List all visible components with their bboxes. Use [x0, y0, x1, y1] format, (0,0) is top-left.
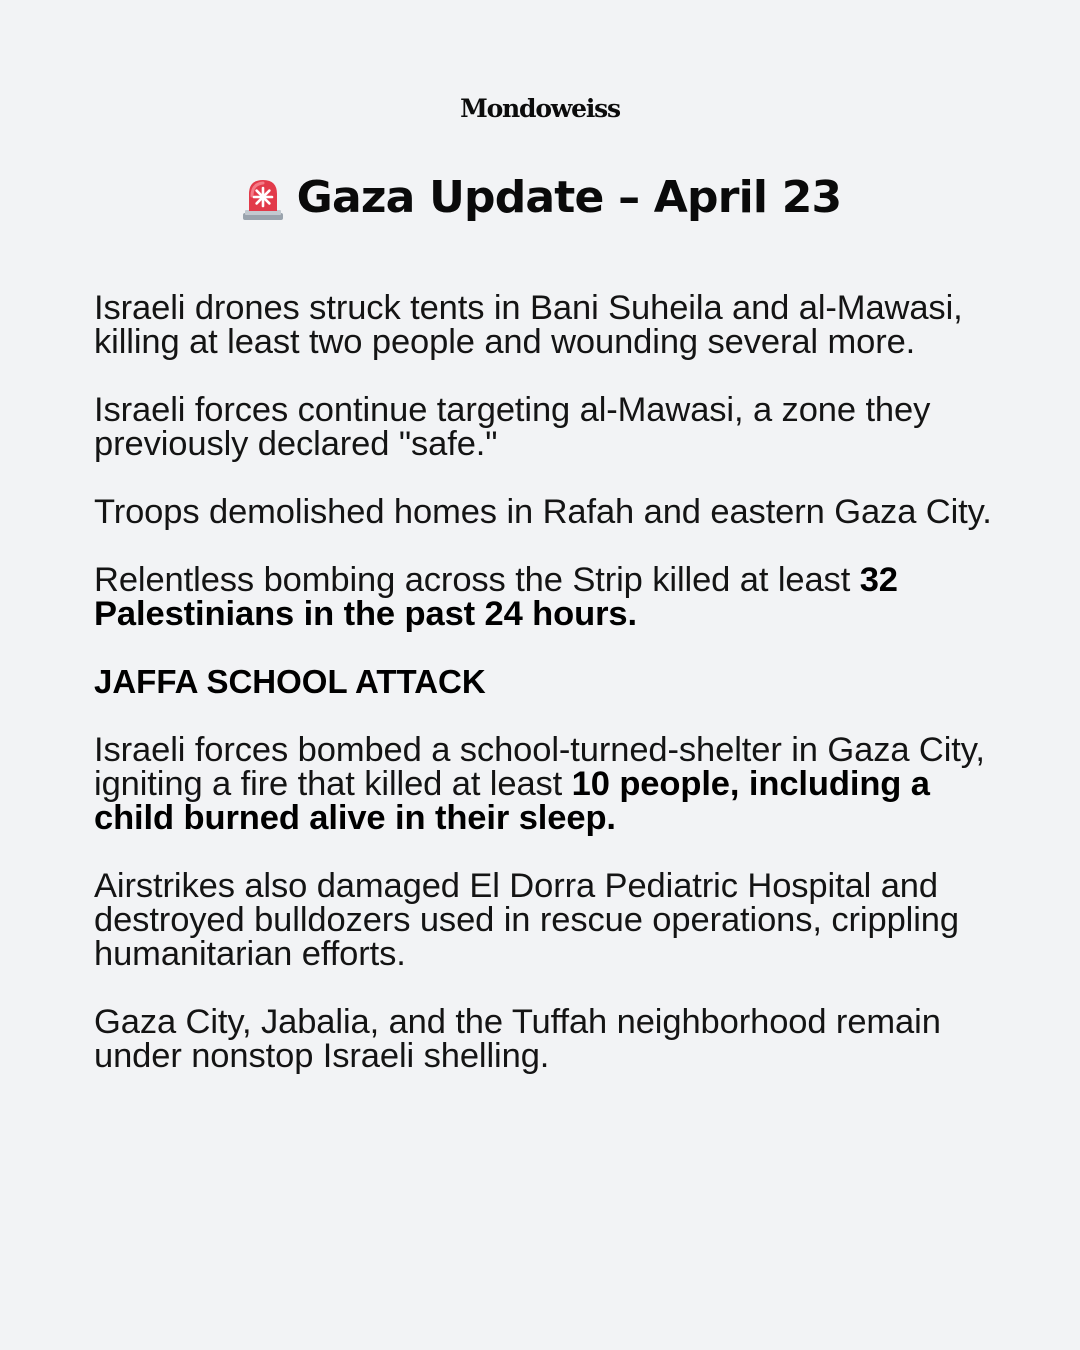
paragraph-shelling: Gaza City, Jabalia, and the Tuffah neighborhood remain under nonstop Israeli shelling.	[94, 1003, 941, 1075]
paragraph-death-toll: Relentless bombing across the Strip killed at least 32 Palestinians in the past 24 hours.	[94, 561, 898, 633]
paragraph-al-mawasi: Israeli forces continue targeting al-Mawasi, a zone they previously declared "safe."	[94, 391, 931, 463]
death-toll-highlight: 32 Palestinians in the past 24 hours.	[94, 561, 898, 633]
school-attack-highlight: 10 people, including a child burned alive in their sleep.	[94, 765, 930, 837]
paragraph-demolitions: Troops demolished homes in Rafah and eastern Gaza City.	[94, 493, 992, 531]
section-heading: JAFFA SCHOOL ATTACK	[94, 663, 486, 700]
headline	[0, 172, 1080, 223]
brand-logo: Mondoweiss	[460, 94, 620, 123]
article-body	[94, 291, 994, 1107]
siren-icon	[239, 174, 287, 222]
page-title: Gaza Update – April 23	[296, 172, 842, 223]
paragraph-drone-strikes: Israeli drones struck tents in Bani Suheila and al-Mawasi, killing at least two people and wounding several more.	[94, 289, 963, 361]
paragraph-hospital: Airstrikes also damaged El Dorra Pediatric Hospital and destroyed bulldozers used in rescue operations, crippling humanitarian efforts.	[94, 867, 959, 973]
paragraph-school-attack: Israeli forces bombed a school-turned-shelter in Gaza City, igniting a fire that killed at least 10 people, including a child burned alive in their sleep.	[94, 731, 985, 837]
